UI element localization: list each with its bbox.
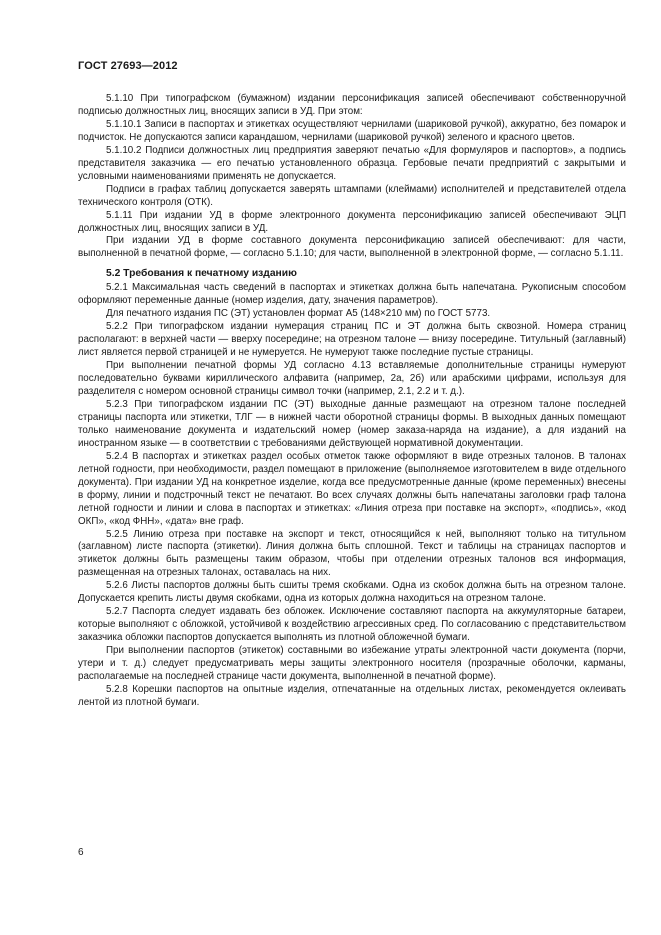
paragraph-composite-document: При издании УД в форме составного документа персонификацию записей обеспечивают: для части, выполненной в печатной форме, — согласно 5.1.10; для части, выполненной в электронной форме, — согласно 5.1.11. xyxy=(78,235,626,260)
paragraph-5-2-4: 5.2.4 В паспортах и этикетках раздел особых отметок также оформляют в виде отрезных талонов. В талонах летной годности, при необходимости, раздел помещают в приложение (выполняемое изготовителем в виде отдельного документа). При издании УД на конкретное изделие, когда все предусмотренные данные (кроме переменных) внесены в форму, линии и подстрочный текст не печатают. Во всех случаях должны быть напечатаны заголовки граф талона летной годности и линии и слова в паспортах и этикетках: «Линия отреза при поставке на экспорт», «подпись», «код ОКП», «код ФНН», «дата» вне граф. xyxy=(78,450,626,527)
paragraph-5-1-10-1: 5.1.10.1 Записи в паспортах и этикетках осуществляют чернилами (шариковой ручкой), аккуратно, без помарок и подчисток. Не допускаются записи карандашом, чернилами (шариковой ручкой) зеленого и красного цветов. xyxy=(78,118,626,143)
paragraph-composite-passports: При выполнении паспортов (этикеток) составными во избежание утраты электронной части документа (порчи, утери и т. д.) следует предусматривать меры защиты электронного носителя (прозрачные оболочки, карманы, располагаемые на последней странице части документа, выполненной в печатной форме). xyxy=(78,645,626,682)
paragraph-5-1-11: 5.1.11 При издании УД в форме электронного документа персонификацию записей обеспечивают ЭЦП должностных лиц, вносящих записи в УД. xyxy=(78,209,626,234)
paragraph-5-2-3: 5.2.3 При типографском издании ПС (ЭТ) выходные данные размещают на отрезном талоне последней страницы паспорта или этикетки, ТЛГ — в нижней части оборотной страницы формы. В выходных данных помещают только наименование документа и издательский номер (номер заказа-наряда на издание), а для изданий на иностранном языке — в соответствии с требованиями действующей нормативной документации. xyxy=(78,398,626,449)
paragraph-format-a5: Для печатного издания ПС (ЭТ) установлен формат А5 (148×210 мм) по ГОСТ 5773. xyxy=(106,308,491,320)
paragraph-5-2-5: 5.2.5 Линию отреза при поставке на экспорт и текст, относящийся к ней, выполняют только на титульном (заглавном) листе паспорта (этикетки). Линия должна быть сплошной. Текст и таблицы на страницах паспортов и этикеток должны быть размещены таким образом, чтобы при отделении отрезных талонов вся информация, размещенная на отрезных талонах, оставалась на них. xyxy=(78,528,626,579)
paragraph-5-1-10: 5.1.10 При типографском (бумажном) издании персонификация записей обеспечивают собственноручной подписью должностных лиц, вносящих записи в УД. При этом: xyxy=(78,93,626,117)
paragraph-signatures-stamps: Подписи в графах таблиц допускается заверять штампами (клеймами) исполнителей и представителей отдела технического контроля (ОТК). xyxy=(78,183,626,208)
paragraph-5-2-1: 5.2.1 Максимальная часть сведений в паспортах и этикетках должна быть напечатана. Рукописным способом оформляют переменные данные (номер изделия, дату, значения параметров). xyxy=(78,282,626,307)
paragraph-5-2-2: 5.2.2 При типографском издании нумерация страниц ПС и ЭТ должна быть сквозной. Номера страниц располагают: в верхней части — вверху посередине; на отрезном талоне — внизу посередине. Титульный (заглавный) лист является первой страницей и не нумеруется. Не нумеруют также последние пустые страницы. xyxy=(78,321,626,359)
paragraph-5-2-6: 5.2.6 Листы паспортов должны быть сшиты тремя скобками. Одна из скобок должна быть на отрезном талоне. Допускается крепить листы двумя скобками, одна из которых должна находиться на отрезном талоне. xyxy=(78,580,626,605)
paragraph-5-2-8: 5.2.8 Корешки паспортов на опытные изделия, отпечатанные на отдельных листах, рекомендуется оклеивать лентой из плотной бумаги. xyxy=(78,683,626,708)
paragraph-extra-pages: При выполнении печатной формы УД согласно 4.13 вставляемые дополнительные страницы нумеруют последовательно буквами кириллического алфавита (например, 2а, 2б) или арабскими цифрами, используя для разделителя с номером основной страницы символ точки (например, 2.1, 2.2 и т. д.). xyxy=(78,360,626,398)
standard-header: ГОСТ 27693—2012 xyxy=(78,60,178,72)
document-body xyxy=(78,93,626,710)
section-title-5-2: 5.2 Требования к печатному изданию xyxy=(106,268,297,280)
paragraph-5-2-7: 5.2.7 Паспорта следует издавать без обложек. Исключение составляют паспорта на аккумуляторные батареи, которые выполняют с обложкой, устойчивой к воздействию агрессивных сред. По согласованию с представительством заказчика обложки паспортов допускается выполнять из плотной обложечной бумаги. xyxy=(78,606,626,644)
paragraph-5-1-10-2: 5.1.10.2 Подписи должностных лиц предприятия заверяют печатью «Для формуляров и паспортов», а подпись представителя заказчика — его печатью установленного образца. Гербовые печати предприятий с закрытыми и условными наименованиями применять не допускается. xyxy=(78,144,626,182)
page-number: 6 xyxy=(78,847,84,858)
